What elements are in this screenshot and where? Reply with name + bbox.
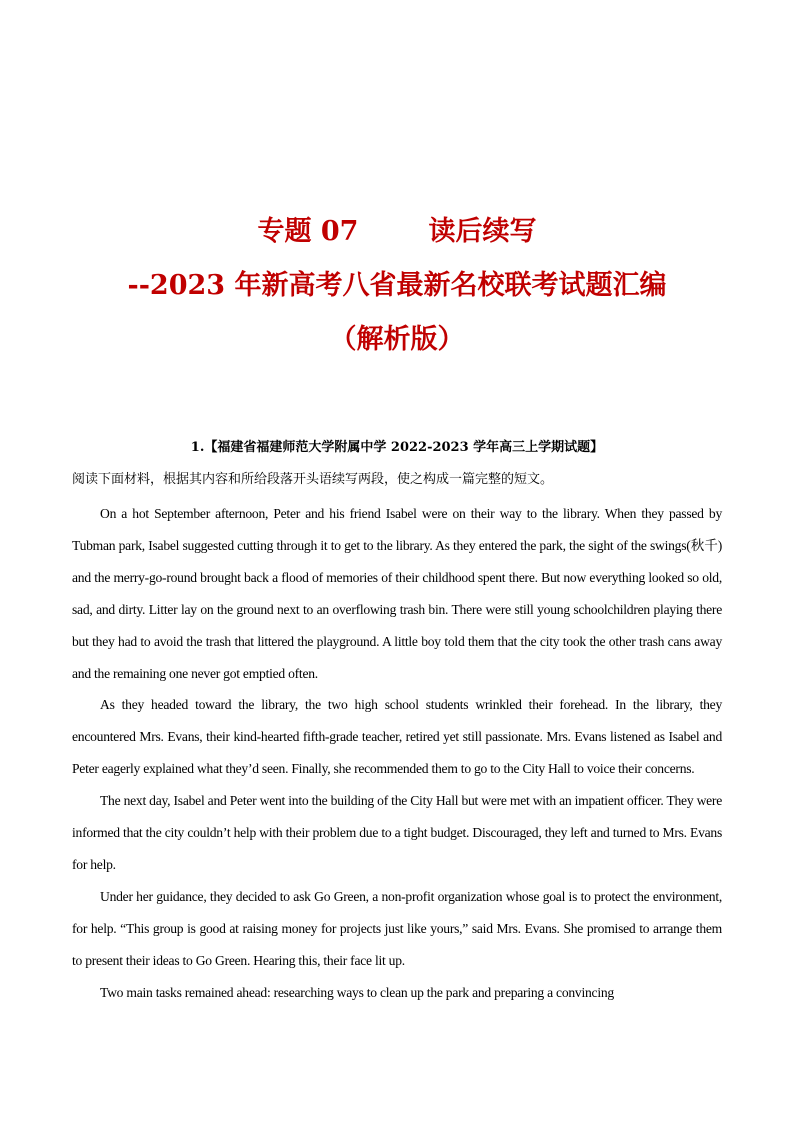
title-line-3: （解析版） (329, 324, 465, 355)
passage-paragraph: Under her guidance, they decided to ask Go Green, a non-profit organization whose goal is to protect the environment, for help. “This group is good at raising money for projects just like yours,” said Mrs. Evans. She promised to arrange them to present their ideas to Go Green. Hearing this, their face lit up. (72, 888, 722, 968)
document-title (0, 205, 794, 367)
question-heading: 1.【福建省福建师范大学附属中学 2022-2023 学年高三上学期试题】 (190, 440, 604, 455)
title-line-1 (0, 205, 794, 259)
instruction-text: 阅读下面材料，根据其内容和所给段落开头语续写两段，使之构成一篇完整的短文。 (72, 472, 554, 487)
passage-paragraph: On a hot September afternoon, Peter and his friend Isabel were on their way to the library. When they passed by Tubman park, Isabel suggested cutting through it to get to the library. As they entered the park, the sight of the swings(秋千) and the merry-go-round brought back a flood of memories of their childhood spent there. But now everything looked so old, sad, and dirty. Litter lay on the ground next to an overflowing trash bin. There were still young schoolchildren playing there but they had to avoid the trash that littered the playground. A little boy told them that the city took the other trash cans away and the remaining one never got emptied often. (72, 506, 722, 681)
reading-passage (72, 498, 722, 1009)
passage-paragraph: The next day, Isabel and Peter went into the building of the City Hall but were met with an impatient officer. They were informed that the city couldn’t help with their problem due to a tight budget. Discouraged, they left and turned to Mrs. Evans for help. (72, 793, 722, 872)
passage-paragraph: Two main tasks remained ahead: researching ways to clean up the park and preparing a convincing (100, 984, 614, 1000)
title-line-2: --2023 年新高考八省最新名校联考试题汇编 (127, 270, 667, 301)
title-topic-name: 读后续写 (428, 216, 537, 247)
title-topic-number: 专题 07 (257, 216, 359, 247)
passage-paragraph: As they headed toward the library, the two high school students wrinkled their forehead. In the library, they encountered Mrs. Evans, their kind-hearted fifth-grade teacher, retired yet still passionate. Mrs. Evans listened as Isabel and Peter eagerly explained what they’d seen. Finally, she recommended them to go to the City Hall to voice their concerns. (72, 697, 722, 777)
